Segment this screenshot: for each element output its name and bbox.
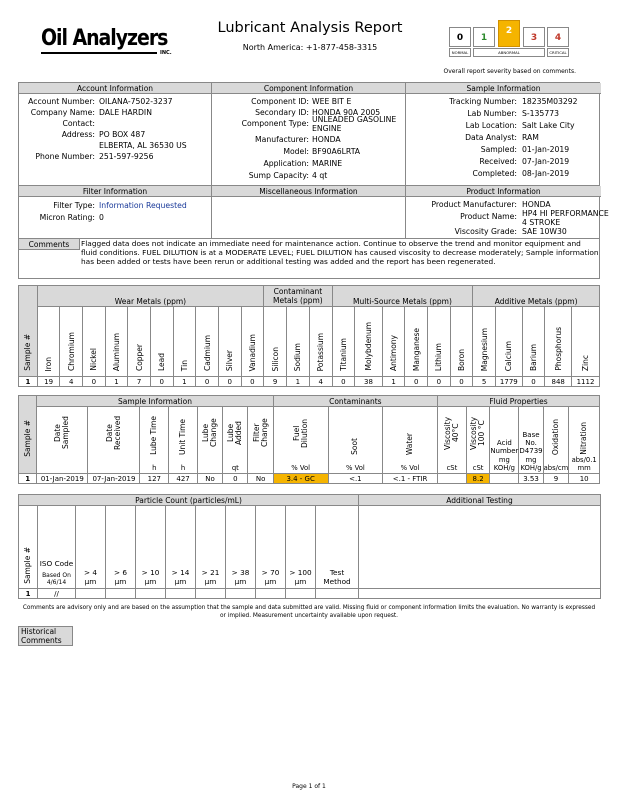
sample-cell-oxidation: 9 [543,474,569,484]
metals-cell-lead: 0 [150,377,173,387]
sample-cell-lube-change: No [197,474,222,484]
sample-cell-unit-time: 427 [169,474,198,484]
metals-cell-sodium: 1 [286,377,309,387]
metals-cell-tin: 1 [173,377,196,387]
received-date: 07-Jan-2019 [522,157,570,166]
particle-cell-9 [286,589,316,599]
metals-col-chromium: Chromium [66,332,76,371]
sample-col-date-sampled: Date Sampled [53,416,71,450]
sample-col-soot: Soot [350,438,360,455]
metals-cell-molybdenum: 38 [355,377,383,387]
sample-col-viscosity-100-c: Viscosity 100 °C [469,416,487,450]
sample-cell-base-no-d4739: 3.53 [519,474,543,484]
metals-cell-titanium: 0 [332,377,355,387]
micron-rating: 0 [99,213,104,222]
particle-col-6-m: > 6 µm [113,568,128,586]
particle-table [18,494,601,599]
severity-0: 0 [449,27,471,47]
lab-location: Salt Lake City [522,121,575,130]
report-title: Lubricant Analysis Report [217,20,403,36]
metals-col-potassium: Potassium [316,332,326,371]
sample-cell-acid-number [490,474,519,484]
severity-4: 4 [547,27,569,47]
secondary-id: HONDA 90A 2005 [312,108,381,117]
metals-col-sample: Sample # [23,334,33,371]
severity-label-critical: CRITICAL [547,48,569,57]
filter-type: Information Requested [99,201,187,210]
metals-cell-nickel: 0 [83,377,106,387]
metals-table [18,285,600,387]
particle-cell-7 [226,589,256,599]
additional-testing-body [359,506,601,589]
metals-cell-silicon: 9 [264,377,287,387]
sample-col-lube-time: Lube Time [149,416,159,455]
sample-cell-date-sampled: 01-Jan-2019 [37,474,88,484]
sample-cell-fuel-dilution: 3.4 - GC [273,474,328,484]
particle-col-test-method: Test Method [323,568,351,586]
metals-col-calcium: Calcium [504,340,514,371]
product-name-1: HP4 HI PERFORMANCE [522,209,609,218]
additional-testing-group: Additional Testing [359,495,601,506]
metals-cell-chromium: 4 [60,377,83,387]
lab-number: S-135773 [522,109,559,118]
severity-2-selected: 2 [498,20,520,47]
sample-cell-date-received: 07-Jan-2019 [88,474,140,484]
sample-cell-nitration: 10 [569,474,600,484]
sample-unit-unit-time: h [180,464,186,472]
product-manufacturer: HONDA [522,200,551,209]
sample-unit-soot: % Vol [345,464,365,472]
metals-cell-cadmium: 0 [196,377,219,387]
iso-code-basis: Based On 4/6/14 [42,572,71,586]
metals-col-silicon: Silicon [270,346,280,371]
sample-unit-lube-time: h [152,464,157,472]
metals-col-aluminum: Aluminum [111,332,121,371]
sample-col-base-no-d4739: Base No. D4739 [519,431,543,455]
sample-col-water: Water [405,432,415,455]
particle-count-group: Particle Count (particles/mL) [19,495,359,506]
particle-cell-2 [76,589,106,599]
particle-col-iso-code: ISO Code [39,558,74,568]
particle-col-10-m: > 10 µm [141,568,160,586]
metals-col-sodium: Sodium [293,342,303,371]
sample-cell-water: <.1 - FTIR [383,474,438,484]
sample-table [18,395,600,484]
metals-cell-iron: 19 [37,377,60,387]
component-model: BF90A6LRTA [312,147,361,156]
misc-info [212,186,406,238]
metals-col-cadmium: Cadmium [202,334,212,371]
particle-cell-8 [256,589,286,599]
metals-cell-zinc: 1112 [572,377,600,387]
additive-metals-group: Additive Metals (ppm) [473,286,600,307]
sample-cell-soot: <.1 [328,474,383,484]
sample-cell-filter-change: No [248,474,273,484]
metals-cell-aluminum: 1 [105,377,128,387]
address-line1: PO BOX 487 [99,130,146,139]
metals-cell-copper: 7 [128,377,151,387]
sample-cell-viscosity-40-c [437,474,466,484]
particle-cell-4 [136,589,166,599]
metals-col-phosphorus: Phosphorus [553,327,563,371]
multi-source-metals-group: Multi-Source Metals (ppm) [332,286,473,307]
sample-cell-sample: 1 [19,474,37,484]
address-line2: ELBERTA, AL 36530 US [99,141,187,150]
sample-col-date-received: Date Received [104,415,122,451]
particle-col-4-m: > 4 µm [83,568,98,586]
misc-heading: Miscellaneous Information [212,186,405,197]
product-heading: Product Information [406,186,601,197]
sample-col-oxidation: Oxidation [550,418,560,455]
sample-unit-filter-change [248,455,272,473]
info-panel-2: Filter Information Miscellaneous Information Product Information Filter Type: Information Requested Micron Rating: 0 Product Manufacturer: HONDA Product Name: HP4 HI PERFORMANCE 4 STROKE Viscosity Grade: SAE 10W30 [18,186,600,239]
sample-unit-viscosity-40-c: cSt [446,464,458,472]
metals-cell-silver: 0 [218,377,241,387]
severity-3: 3 [523,27,545,47]
sample-col-lube-change: Lube Change [201,418,219,448]
sample-col-acid-number: Acid Number [490,439,519,455]
sample-col-sample: Sample # [23,420,33,457]
metals-col-magnesium: Magnesium [479,327,489,371]
info-panel: Account Information Component Information Sample Information Account Number: OILANA-7502-3237 Company Name: DALE HARDIN Contact: Address: PO BOX 487 ELBERTA, AL 36530 US Phone Number: 251-597-9256 Component ID: WEE BIT E Secondary ID: HONDA 90A 2005 Component Type: UNLEADED GASOLINE ENGINE Manufacturer: HONDA Model: BF90A6LRTA Application: MARINE Sump Capacity: 4 qt Tracking Number: 18235M03292 Lab Number: S-135773 Lab Location: Salt Lake City Data Analyst: RAM Sampled: 01-Jan-2019 Received: 07-Jan-2019 Completed: 08-Jan-2019 [18,82,600,186]
component-info [212,83,406,185]
viscosity-grade: SAE 10W30 [522,227,567,236]
severity-1: 1 [473,27,495,47]
wear-metals-group: Wear Metals (ppm) [37,286,263,307]
metals-cell-phosphorus: 848 [545,377,572,387]
metals-cell-sample: 1 [19,377,38,387]
particle-col-21-m: > 21 µm [201,568,220,586]
metals-col-silver: Silver [225,349,235,371]
metals-col-vanadium: Vanadium [247,333,257,371]
particle-cell-10 [316,589,359,599]
product-name-2: 4 STROKE [522,218,561,227]
disclaimer: Comments are advisory only and are based on the assumption that the sample and data submitted are valid. Missing fluid or component information limits the evaluation. No warranty is expressed or implied. Measurement uncertainty available upon request. [22,605,596,619]
metals-col-zinc: Zinc [581,354,590,371]
sample-col-viscosity-40-c: Viscosity 40°C [442,416,460,450]
logo-text: Oil Analyzers [41,26,168,51]
fluid-properties-group: Fluid Properties [437,396,599,407]
comments-label: Comments [19,239,80,250]
filter-heading: Filter Information [19,186,211,197]
metals-cell-manganese: 0 [405,377,428,387]
historical-comments-label: Historical Comments [18,626,73,646]
sample-unit-fuel-dilution: % Vol [291,464,311,472]
logo-inc: INC. [160,50,172,56]
component-id: WEE BIT E [312,97,352,106]
sample-unit-lube-added: qt [231,464,239,472]
company-name: DALE HARDIN [99,108,152,117]
metals-col-antimony: Antimony [389,335,399,371]
comments-panel [18,239,600,279]
contaminants-group: Contaminants [273,396,437,407]
metals-col-molybdenum: Molybdenum [363,322,373,371]
metals-col-lithium: Lithium [434,342,444,371]
contaminant-metals-group: Contaminant Metals (ppm) [264,286,332,307]
company-logo [41,26,175,60]
particle-col-sample: Sample # [22,546,32,584]
sample-cell-lube-added: 0 [223,474,248,484]
sample-col-lube-added: Lube Added [226,421,244,445]
particle-cell-6 [196,589,226,599]
sample-unit-nitration: abs/0.1 mm [571,456,597,472]
metals-cell-lithium: 0 [428,377,451,387]
metals-cell-boron: 0 [450,377,473,387]
metals-cell-antimony: 1 [382,377,405,387]
metals-cell-barium: 0 [522,377,545,387]
particle-cell-1: // [38,589,76,599]
particle-cell-sample: 1 [19,589,38,599]
account-phone: 251-597-9256 [99,152,154,161]
account-number: OILANA-7502-3237 [99,97,173,106]
sample-cell-lube-time: 127 [140,474,169,484]
metals-col-iron: Iron [44,356,54,371]
metals-cell-potassium: 4 [309,377,332,387]
sample-col-fuel-dilution: Fuel Dilution [291,418,309,448]
metals-col-barium: Barium [529,344,539,371]
page-number: Page 1 of 1 [292,783,326,790]
metals-cell-magnesium: 5 [473,377,496,387]
particle-col-38-m: > 38 µm [231,568,250,586]
comments-text: Flagged data does not indicate an immediate need for maintenance action. Continue to observe the trend and monitor equipment and fluid conditions. FUEL DILUTION is at a MODERATE LEVEL; FUEL DILUTION has caused viscosity to decrease moderately; Sample information has been added or tests have been rerun or additional testing was added and the report has been regenerated. [81,239,599,267]
severity-note: Overall report severity based on comments. [443,68,576,75]
metals-col-copper: Copper [134,343,144,371]
metals-col-manganese: Manganese [411,327,421,371]
severity-label-abnormal: ABNORMAL [473,48,545,57]
completed-date: 08-Jan-2019 [522,169,570,178]
sample-unit-lube-change [198,455,222,473]
metals-cell-calcium: 1779 [495,377,522,387]
account-heading: Account Information [19,83,211,94]
phone-line: North America: +1-877-458-3315 [242,43,378,52]
sample-col-nitration: Nitration [579,422,589,455]
component-heading: Component Information [212,83,405,94]
metals-cell-vanadium: 0 [241,377,264,387]
severity-label-normal: NORMAL [449,48,471,57]
metals-col-titanium: Titanium [338,338,348,371]
sample-unit-acid-number: mg KOH/g [493,456,515,472]
sample-unit-base-no-d4739: mg KOH/g [520,456,542,472]
metals-col-lead: Lead [157,352,167,371]
sample-unit-oxidation: abs/cm [543,464,569,472]
sample-cell-viscosity-100-c: 8.2 [466,474,489,484]
sample-col-filter-change: Filter Change [251,418,269,448]
sample-col-unit-time: Unit Time [178,418,188,455]
component-type-1: UNLEADED GASOLINE [312,115,397,124]
sample-heading: Sample Information [406,83,601,94]
metals-col-tin: Tin [179,359,189,371]
sample-unit-viscosity-100-c: cSt [472,464,484,472]
particle-cell-5 [166,589,196,599]
metals-col-boron: Boron [456,349,466,371]
component-manufacturer: HONDA [312,135,341,144]
component-application: MARINE [312,159,343,168]
tracking-number: 18235M03292 [522,97,578,106]
sample-unit-date-sampled [37,455,87,473]
additional-testing-cell [359,589,601,599]
sample-unit-date-received [88,455,139,473]
component-type-2: ENGINE [312,124,342,133]
sump-capacity: 4 qt [312,171,328,180]
particle-col-14-m: > 14 µm [171,568,190,586]
particle-col-100-m: > 100 µm [289,568,312,586]
particle-col-70-m: > 70 µm [261,568,280,586]
sample-unit-water: % Vol [400,464,420,472]
metals-col-nickel: Nickel [89,348,99,371]
sampled-date: 01-Jan-2019 [522,145,570,154]
sample-info-group: Sample Information [37,396,273,407]
particle-cell-3 [106,589,136,599]
data-analyst: RAM [522,133,539,142]
